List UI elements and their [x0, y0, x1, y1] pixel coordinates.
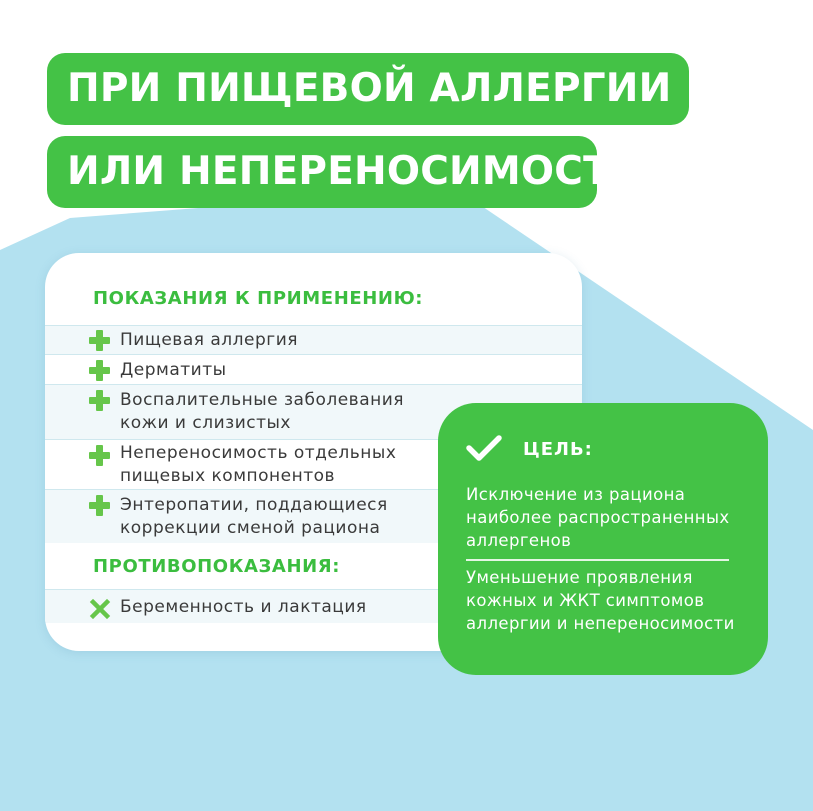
plus-icon [89, 330, 111, 352]
plus-icon [89, 445, 111, 467]
indications-heading: ПОКАЗАНИЯ К ПРИМЕНЕНИЮ: [93, 288, 424, 309]
contraindications-heading: ПРОТИВОПОКАЗАНИЯ: [93, 556, 341, 577]
goal-card [438, 403, 768, 675]
list-item [45, 354, 582, 384]
goal-divider [466, 559, 729, 561]
list-item [45, 325, 582, 354]
list-item-label: Непереносимость отдельных пищевых компонентов [120, 443, 397, 486]
list-item-label: Воспалительные заболевания кожи и слизистых [120, 390, 404, 433]
goal-item: Уменьшение проявления кожных и ЖКТ симптомов аллергии и непереносимости [466, 568, 735, 633]
list-item-label: Пищевая аллергия [120, 330, 298, 350]
goal-heading: ЦЕЛЬ: [523, 439, 593, 460]
list-item-label: Энтеропатии, поддающиеся коррекции сменой рациона [120, 495, 388, 538]
plus-icon [89, 360, 111, 382]
plus-icon [89, 495, 111, 517]
plus-icon [89, 390, 111, 412]
title-line-1: ПРИ ПИЩЕВОЙ АЛЛЕРГИИ [47, 53, 689, 125]
list-item-label: Беременность и лактация [120, 597, 367, 617]
check-icon [465, 433, 503, 463]
title-line-2: ИЛИ НЕПЕРЕНОСИМОСТИ [47, 136, 597, 208]
goal-item: Исключение из рациона наиболее распространенных аллергенов [466, 485, 730, 550]
cross-icon [89, 598, 111, 620]
list-item-label: Дерматиты [120, 360, 227, 380]
